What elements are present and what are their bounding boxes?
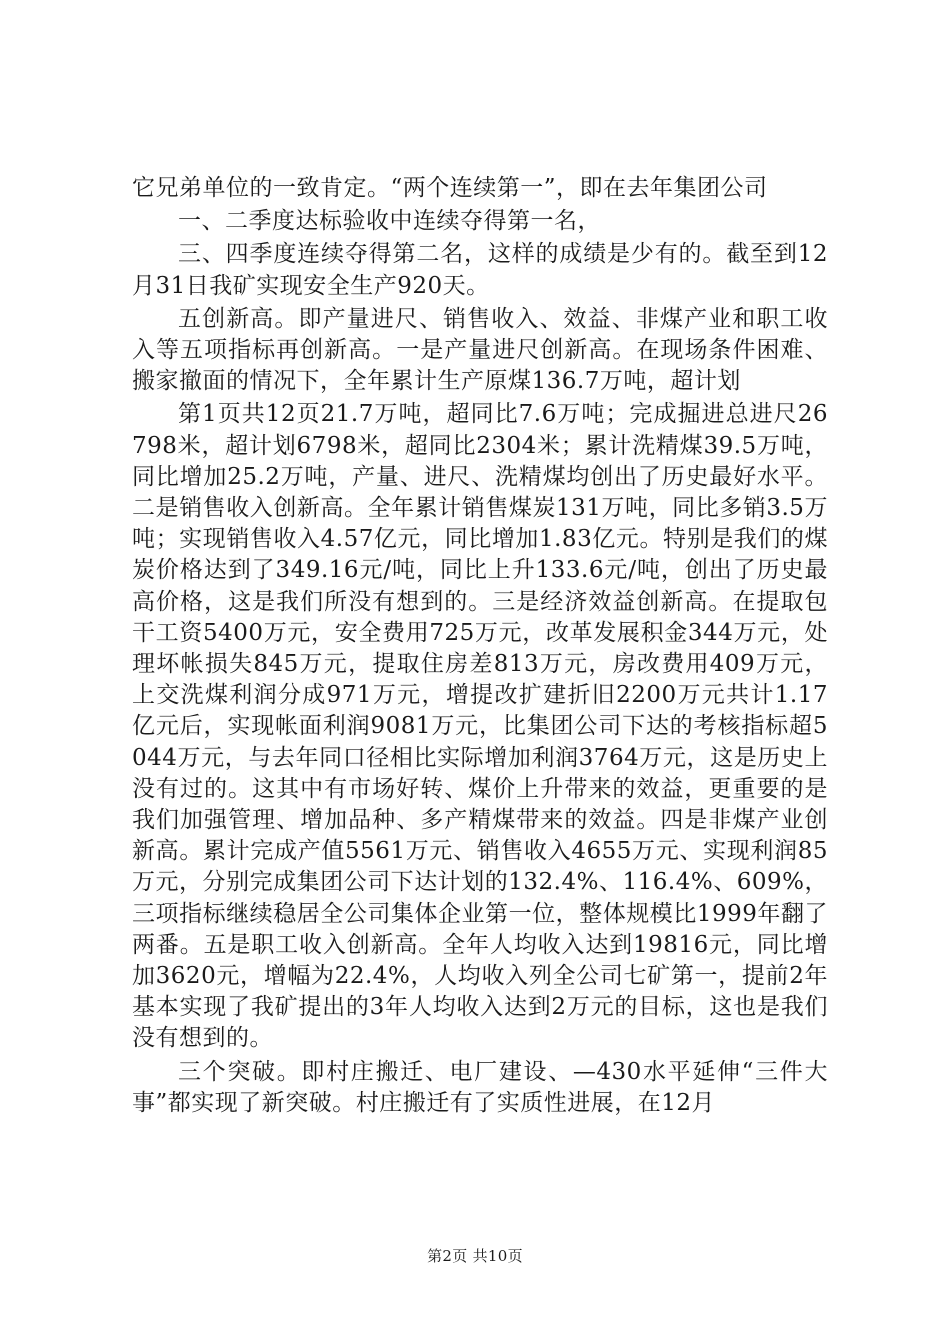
paragraph-2: 一、二季度达标验收中连续夺得第一名， [178, 208, 601, 235]
page-footer: 第2页 共10页 [427, 1247, 523, 1265]
paragraph-1: 它兄弟单位的一致肯定。“两个连续第一”，即在去年集团公司 [132, 175, 768, 201]
paragraph-4: 五创新高。即产量进尺、销售收入、效益、非煤产业和职工收入等五项指标再创新高。一是产量进尺创新高。在现场条件困难、搬家撤面的情况下，全年累计生产原煤136.7万吨，超计划 [132, 305, 828, 395]
paragraph-3: 三、四季度连续夺得第二名，这样的成绩是少有的。截至到12月31日我矿实现安全生产920天。 [132, 241, 828, 299]
document-body [132, 173, 828, 1121]
paragraph-6: 三个突破。即村庄搬迁、电厂建设、—430水平延伸“三件大事”都实现了新突破。村庄搬迁有了实质性进展，在12月 [132, 1058, 828, 1116]
paragraph-5: 第1页共12页21.7万吨，超同比7.6万吨；完成掘进总进尺26798米，超计划6798米，超同比2304米；累计洗精煤39.5万吨，同比增加25.2万吨，产量、进尺、洗精煤均创出了历史最好水平。二是销售收入创新高。全年累计销售煤炭131万吨，同比多销3.5万吨；实现销售收入4.57亿元，同比增加1.83亿元。特别是我们的煤炭价格达到了349.16元/吨，同比上升133.6元/吨，创出了历史最高价格，这是我们所没有想到的。三是经济效益创新高。在提取包干工资5400万元，安全费用725万元，改革发展积金344万元，处理坏帐损失845万元，提取住房差813万元，房改费用409万元，上交洗煤利润分成971万元，增提改扩建折旧2200万元共计1.17亿元后，实现帐面利润9081万元，比集团公司下达的考核指标超5044万元，与去年同口径相比实际增加利润3764万元，这是历史上没有过的。这其中有市场好转、煤价上升带来的效益，更重要的是我们加强管理、增加品种、多产精煤带来的效益。四是非煤产业创新高。累计完成产值5561万元、销售收入4655万元、实现利润85万元，分别完成集团公司下达计划的132.4%、116.4%、609%，三项指标继续稳居全公司集体企业第一位，整体规模比1999年翻了两番。五是职工收入创新高。全年人均收入达到19816元，同比增加3620元，增幅为22.4%，人均收入列全公司七矿第一，提前2年基本实现了我矿提出的3年人均收入达到2万元的目标，这也是我们没有想到的。 [132, 401, 828, 1052]
